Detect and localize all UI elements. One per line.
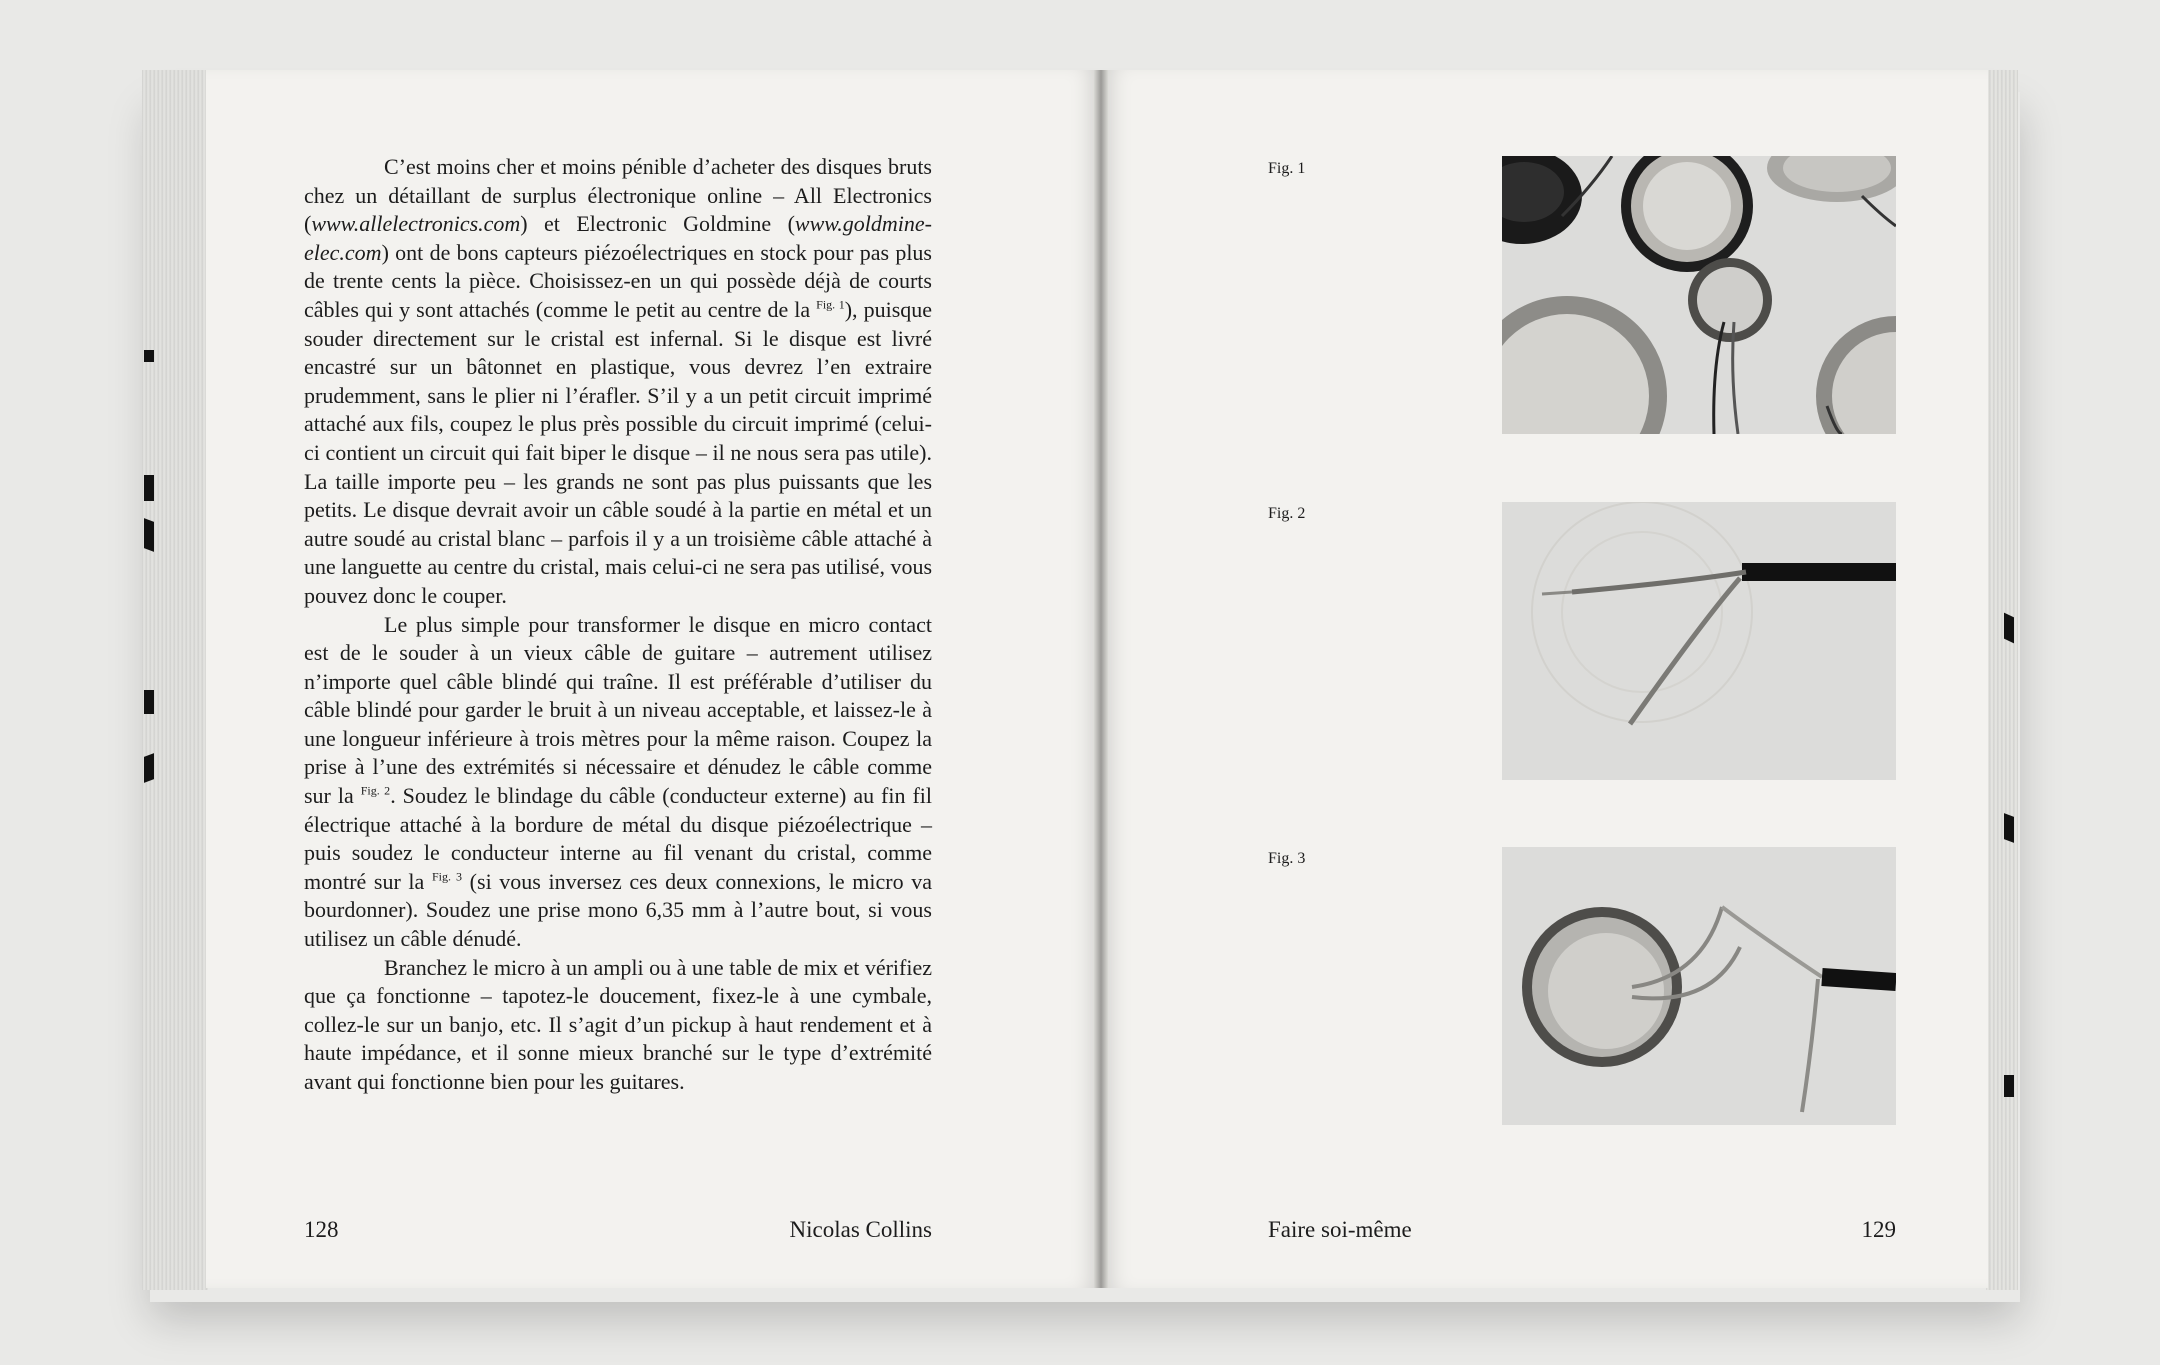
cover-mark	[2004, 813, 2014, 843]
page-number-left: 128	[304, 1217, 339, 1242]
cover-mark	[144, 475, 154, 501]
running-head-left: Nicolas Collins	[789, 1217, 932, 1242]
cover-mark	[144, 518, 154, 552]
fig-reference: Fig. 1	[816, 297, 845, 312]
soldered-piezo-image	[1502, 847, 1896, 1125]
running-head-right: Faire soi-même	[1268, 1217, 1412, 1242]
page-edges-left	[142, 70, 208, 1290]
stripped-cable-image	[1502, 502, 1896, 780]
link-allelectronics: www.allelectronics.com	[311, 211, 521, 237]
paragraph-3: Branchez le micro à un ampli ou à une table de mix et vérifiez que ça fonctionne – tapotez-le doucement, fixez-le à une cymbale, collez-le sur un banjo, etc. Il s’agit d’un pickup à haut rendement et à haute impédance, et il sonne mieux branché sur le type d’extrémité avant qui fonctionne bien pour les guitares.	[304, 954, 932, 1094]
cover-mark	[144, 753, 154, 783]
cover-mark	[2004, 1075, 2014, 1097]
book-gutter	[1094, 70, 1108, 1288]
paragraph-1: C’est moins cher et moins pénible d’acheter des disques bruts chez un détaillant de surplus électronique online – All Electronics (www.allelectronics.com) et Electronic Goldmine (www.goldmine-elec.com) ont de bons capteurs piézoélectriques en stock pour pas plus de trente cents la pièce. Choisissez-en un qui possède déjà de courts câbles qui y sont attachés (comme le petit au centre de la $^{Fig. 1}$), puisque souder directement sur le cristal est infernal. Si le disque est livré encastré sur un bâtonnet en plastique, vous devrez l’en extraire prudemment, sans le plier ni l’érafler. S’il y a un petit circuit imprimé attaché aux fils, coupez le plus près possible du circuit imprimé (celui-ci contient un circuit qui fait biper le disque – il ne nous sera pas utile). La taille importe peu – les grands ne sont pas plus puissants que les petits. Le disque devrait avoir un câble soudé à la partie en métal et un autre soudé au cristal blanc – parfois il y a un troisième câble attaché à une languette au centre du cristal, mais celui-ci ne sera pas utilisé, vous pouvez donc le couper.	[304, 154, 933, 608]
paragraph-2: Le plus simple pour transformer le disque en micro contact est de le souder à un vieux câble de guitare – autrement utilisez n’importe quel câble blindé qui traîne. Il est préférable d’utiliser du câble blindé pour garder le bruit à un niveau acceptable, et laissez-le à une longueur inférieure à trois mètres pour la même raison. Coupez la prise à l’une des extrémités si nécessaire et dénudez le câble comme sur la $^{Fig. 2}$. Soudez le blindage du câble (conducteur externe) au fin fil électrique attaché à la bordure de métal du disque piézoélectrique – puis soudez le conducteur interne au fil venant du cristal, comme montré sur la $^{Fig. 3}$ (si vous inversez ces deux connexions, le micro va bourdonner). Soudez une prise mono 6,35 mm à l’autre bout, si vous utilisez un câble dénudé.	[304, 611, 932, 952]
figure-1-label: Fig. 1	[1268, 160, 1306, 177]
page-number-right: 129	[1861, 1217, 1896, 1242]
figure-1-photo	[1502, 156, 1896, 434]
figure-2-label: Fig. 2	[1268, 505, 1306, 522]
page-edges-right	[1986, 70, 2018, 1290]
piezo-discs-image	[1502, 156, 1896, 434]
cover-mark	[144, 350, 154, 362]
fig-reference: Fig. 3	[431, 869, 463, 884]
fig-reference: Fig. 2	[360, 783, 391, 798]
link-goldmine: www.goldmine-elec.com	[304, 211, 932, 265]
figure-3-label: Fig. 3	[1268, 850, 1306, 867]
body-text	[304, 153, 932, 1097]
figure-2-photo	[1502, 502, 1896, 780]
cover-mark	[144, 690, 154, 714]
cover-mark	[2004, 613, 2014, 644]
figure-3-photo	[1502, 847, 1896, 1125]
